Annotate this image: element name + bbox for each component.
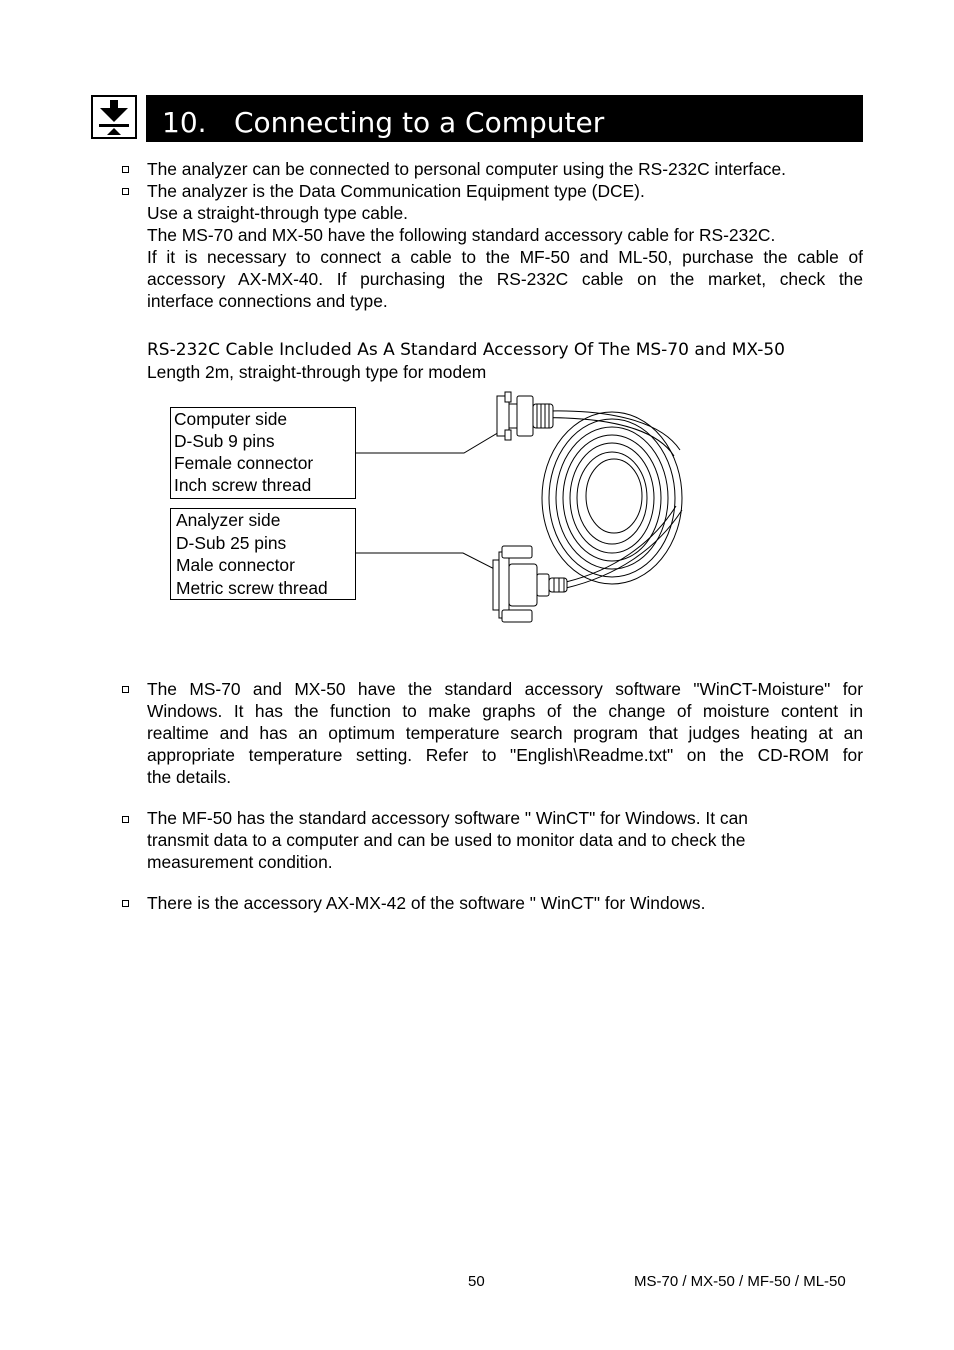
bullet-square-icon [122, 900, 129, 907]
page-number: 50 [468, 1273, 485, 1290]
intro-paragraph-2: The analyzer is the Data Communication Equipment type (DCE). Use a straight-through type cable. The MS-70 and MX-50 have the following standard accessory cable for RS-232C. If it is necessary to connect a cable to the MF-50 and ML-50, purchase the cable of accessory AX-MX-40. If purchasing the RS-232C cable on the market, check the interface connections and type. [147, 181, 863, 311]
winct-moisture-paragraph: The MS-70 and MX-50 have the standard accessory software "WinCT-Moisture" for Windows. It has the function to make graphs of the change of moisture content in realtime and has an optimum temperature search program that judges heating at an appropriate temperature setting. Refer to "English\Readme.txt" on the CD-ROM for the details. [147, 679, 863, 787]
computer-side-callout: Computer side D-Sub 9 pins Female connector Inch screw thread [170, 407, 356, 499]
dsub25-connector [493, 546, 567, 622]
bullet-square-icon [122, 816, 129, 823]
section-title: Connecting to a Computer [234, 106, 605, 139]
dsub9-connector [497, 392, 553, 440]
justified-line: If it is necessary to connect a cable to the MF-50 and ML-50, purchase the cable of [147, 247, 863, 267]
winct-paragraph: The MF-50 has the standard accessory software " WinCT" for Windows. It can transmit data to a computer and can be used to monitor data and to check the measurement condition. [147, 808, 748, 872]
bullet-square-icon [122, 166, 129, 173]
leader-line [356, 422, 516, 453]
footer-models: MS-70 / MX-50 / MF-50 / ML-50 [634, 1273, 846, 1290]
cable-title: RS-232C Cable Included As A Standard Accessory Of The MS-70 and MX-50 [147, 340, 785, 360]
bullet-square-icon [122, 686, 129, 693]
justified-line: accessory AX-MX-40. If purchasing the RS-232C cable on the market, check the [147, 269, 863, 289]
intro-paragraph-1: The analyzer can be connected to personal computer using the RS-232C interface. [147, 159, 786, 179]
leader-line [356, 553, 516, 580]
bullet-square-icon [122, 188, 129, 195]
section-number: 10. [162, 106, 207, 139]
cable-subtitle: Length 2m, straight-through type for modem [147, 362, 487, 382]
cable-illustration [356, 390, 696, 630]
analyzer-side-callout: Analyzer side D-Sub 25 pins Male connector Metric screw thread [170, 508, 356, 600]
page-title [146, 95, 863, 142]
accessory-paragraph: There is the accessory AX-MX-42 of the software " WinCT" for Windows. [147, 893, 706, 913]
download-arrow-icon [91, 95, 137, 139]
